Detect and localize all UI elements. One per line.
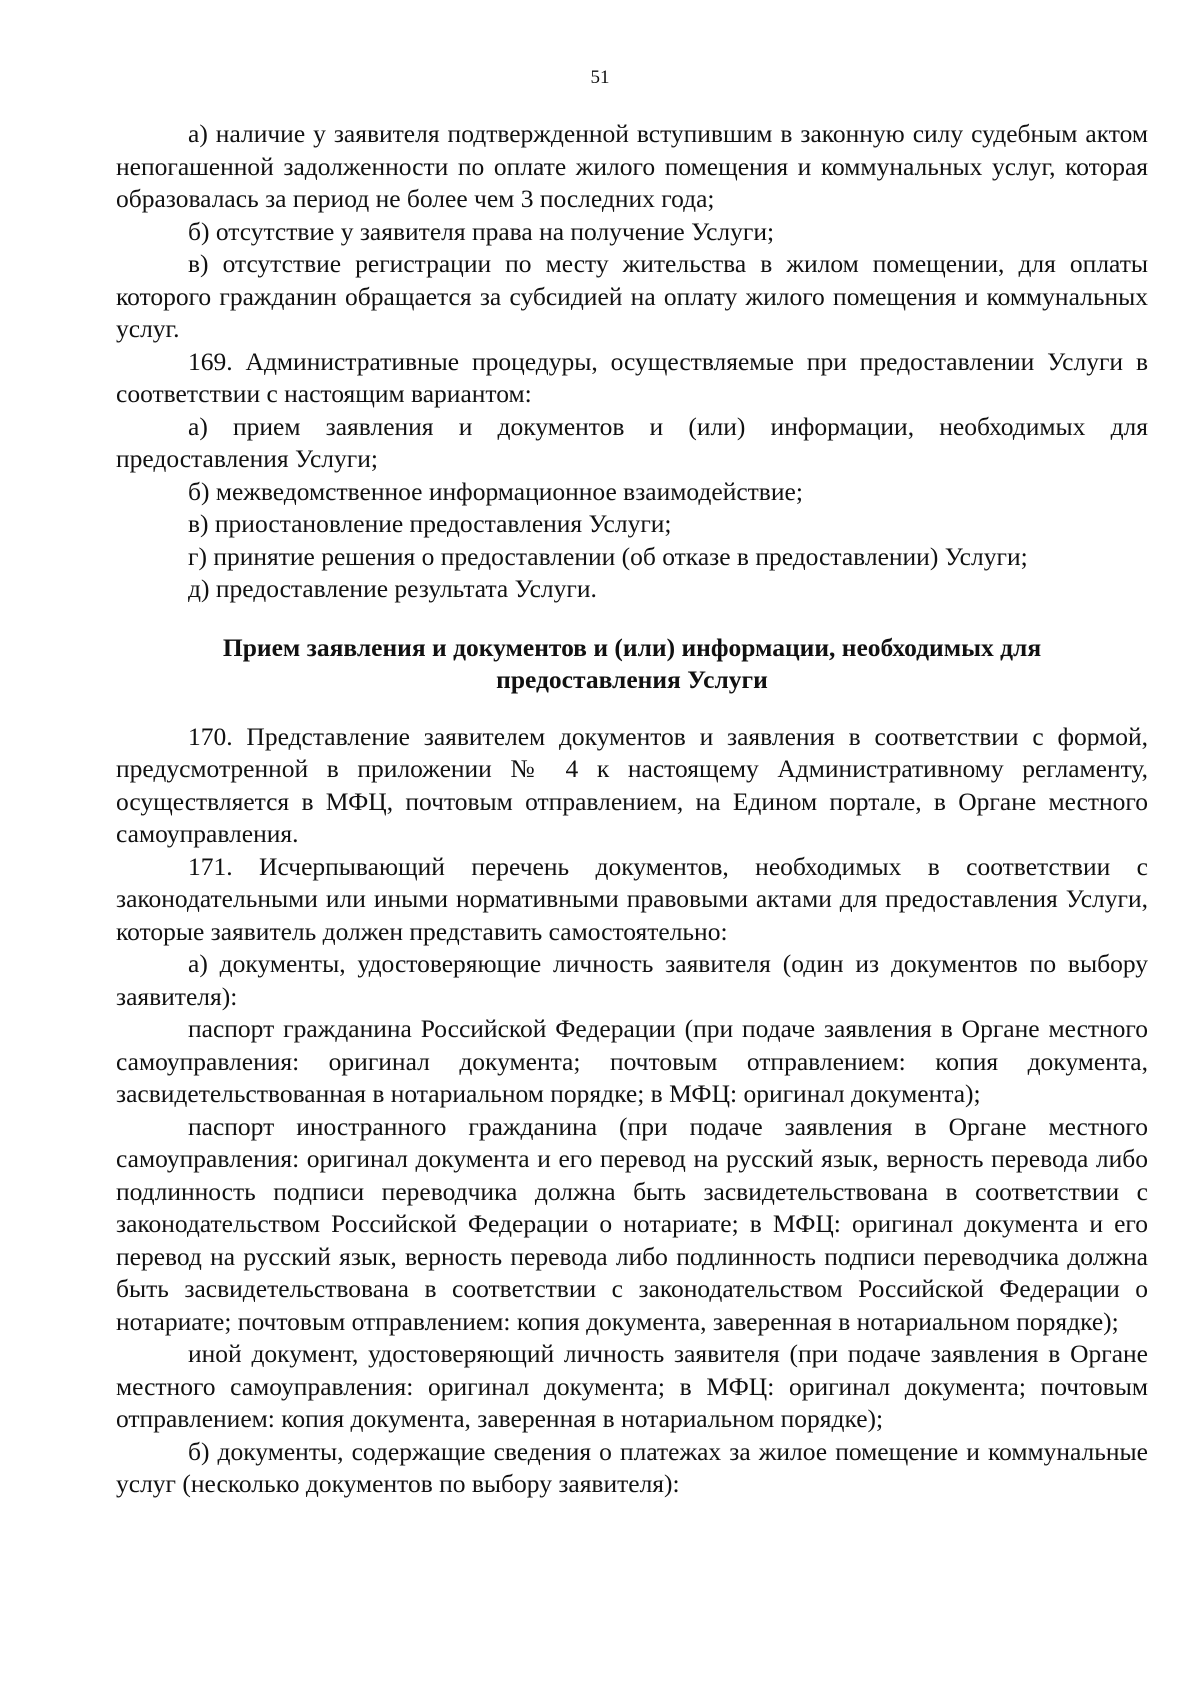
list-item-foreign-passport: паспорт иностранного гражданина (при подаче заявления в Органе местного самоуправления: оригинал документа и его перевод на русский язык, верность перевода либо подлинность подписи переводчика должна быть засвидетельствована в соответствии с законодательством Российской Федерации о нотариате; в МФЦ: оригинал документа и его перевод на русский язык, верность перевода либо подлинность подписи переводчика должна быть засвидетельствована в соответствии с законодательством Российской Федерации о нотариате; почтовым отправлением: копия документа, заверенная в нотариальном порядке); [116, 1111, 1148, 1336]
list-item-other-identity-doc: иной документ, удостоверяющий личность заявителя (при подаче заявления в Органе местного самоуправления: оригинал документа; в МФЦ: оригинал документа; почтовым отправлением: копия документа, заверенная в нотариальном порядке); [116, 1339, 1148, 1433]
list-item-b-interagency: б) межведомственное информационное взаимодействие; [188, 476, 803, 506]
paragraph-b-no-right: б) отсутствие у заявителя права на получение Услуги; [188, 216, 775, 246]
section-heading-line-2: предоставления Услуги [496, 665, 768, 694]
list-item-v-suspension: в) приостановление предоставления Услуги; [188, 509, 672, 538]
list-item-a-identity-docs: а) документы, удостоверяющие личность заявителя (один из документов по выбору заявителя): [116, 949, 1148, 1011]
list-item-a-reception: а) прием заявления и документов и (или) информации, необходимых для предоставления Услуги; [116, 411, 1148, 473]
section-heading [116, 632, 1148, 697]
paragraph-a-debt: а) наличие у заявителя подтвержденной вступившим в законную силу судебным актом непогашенной задолженности по оплате жилого помещения и коммунальных услуг, которая образовалась за период не более чем 3 последних года; [116, 119, 1148, 213]
list-item-g-decision: г) принятие решения о предоставлении (об отказе в предоставлении) Услуги; [188, 541, 1028, 571]
paragraph-v-no-registration: в) отсутствие регистрации по месту жительства в жилом помещении, для оплаты которого гражданин обращается за субсидией на оплату жилого помещения и коммунальных услуг. [116, 249, 1148, 343]
paragraph-170: 170. Представление заявителем документов и заявления в соответствии с формой, предусмотренной в приложении № 4 к настоящему Административному регламенту, осуществляется в МФЦ, почтовым отправлением, на Едином портале, в Органе местного самоуправления. [116, 721, 1148, 848]
list-item-russian-passport: паспорт гражданина Российской Федерации (при подаче заявления в Органе местного самоуправления: оригинал документа; почтовым отправлением: копия документа, засвидетельствованная в нотариальном порядке; в МФЦ: оригинал документа); [116, 1014, 1148, 1108]
list-item-d-result: д) предоставление результата Услуги. [188, 574, 597, 603]
document-body [116, 118, 1148, 1501]
list-item-b-payment-docs: б) документы, содержащие сведения о платежах за жилое помещение и коммунальные услуг (несколько документов по выбору заявителя): [116, 1436, 1148, 1498]
section-heading-line-1: Прием заявления и документов и (или) информации, необходимых для [222, 632, 1042, 662]
paragraph-169: 169. Административные процедуры, осуществляемые при предоставлении Услуги в соответствии с настоящим вариантом: [116, 346, 1148, 408]
page-number: 51 [590, 67, 610, 88]
paragraph-171: 171. Исчерпывающий перечень документов, необходимых в соответствии с законодательными или иными нормативными правовыми актами для предоставления Услуги, которые заявитель должен представить самостоятельно: [116, 851, 1148, 946]
